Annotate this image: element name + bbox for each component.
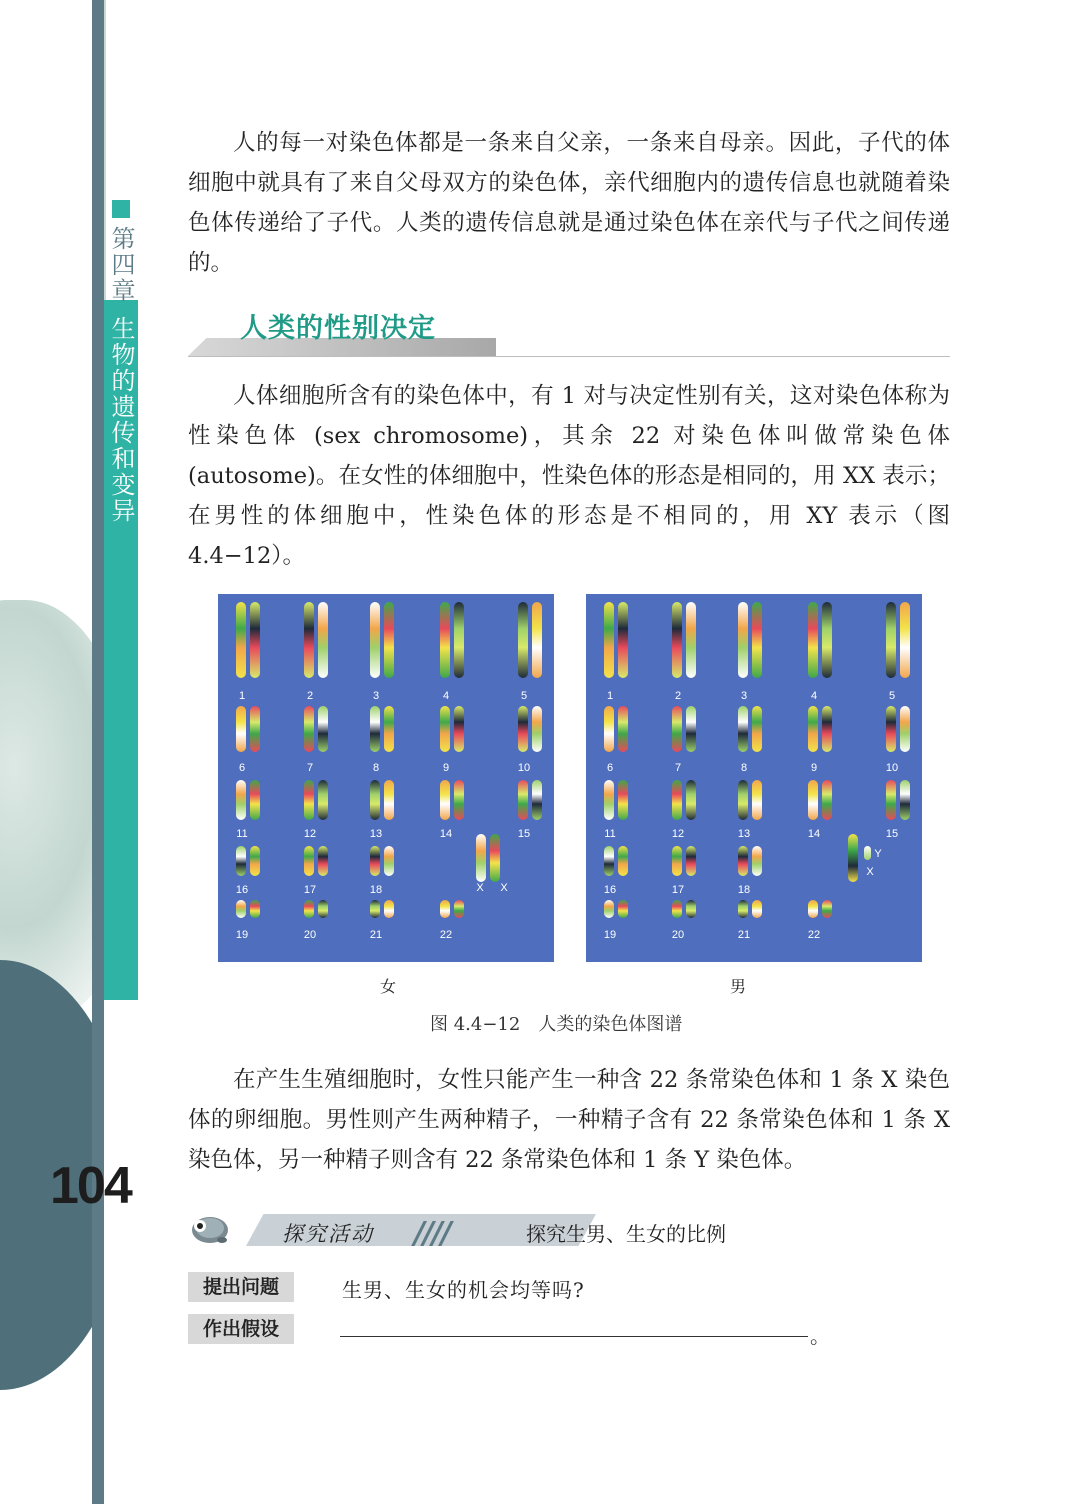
chromosome-number-3: 3	[372, 690, 380, 702]
chromosome-pair-14	[822, 780, 832, 820]
chromosome-number-14: 14	[807, 828, 821, 840]
paragraph-sex-chromosomes: 人体细胞所含有的染色体中，有 1 对与决定性别有关，这对染色体称为性染色体 (sex chromosome)，其余 22 对染色体叫做常染色体 (autosome)。在女性的体细胞中，性染色体的形态是相同的，用 XX 表示；在男性的体细胞中，性染色体的形态是不相同的，用 XY 表示（图 4.4−12）。	[188, 383, 950, 569]
chromosome-pair-13	[752, 780, 762, 820]
chromosome-pair-14	[440, 780, 450, 820]
chromosome-number-9: 9	[442, 762, 450, 774]
chromosome-pair-1	[236, 602, 246, 678]
chromosome-pair-2	[686, 602, 696, 678]
chromosome-pair-20	[672, 900, 682, 918]
chromosome-pair-3	[752, 602, 762, 678]
chromosome-pair-10	[518, 706, 528, 752]
chromosome-number-19: 19	[603, 929, 617, 941]
chromosome-pair-8	[370, 706, 380, 752]
chromosome-pair-21	[738, 900, 748, 918]
chromosome-number-20: 20	[303, 929, 317, 941]
figure-label-male: 男	[730, 977, 747, 996]
chromosome-pair-3	[370, 602, 380, 678]
chromosome-pair-18	[738, 846, 748, 876]
chromosome-number-7: 7	[674, 762, 682, 774]
chromosome-pair-3	[738, 602, 748, 678]
chromosome-number-18: 18	[737, 884, 751, 896]
chromosome-pair-19	[250, 900, 260, 918]
wave-illustration	[0, 600, 100, 1020]
chromosome-pair-22	[454, 900, 464, 918]
chromosome-number-17: 17	[303, 884, 317, 896]
chromosome-pair-15	[518, 780, 528, 820]
chromosome-pair-18	[752, 846, 762, 876]
chapter-number: 第四章	[107, 226, 135, 304]
chromosome-pair-16	[250, 846, 260, 876]
chromosome-pair-12	[686, 780, 696, 820]
chromosome-pair-17	[304, 846, 314, 876]
sex-chromosome-xx	[476, 834, 486, 882]
chromosome-pair-7	[686, 706, 696, 752]
chromosome-pair-19	[604, 900, 614, 918]
chromosome-pair-18	[370, 846, 380, 876]
chromosome-number-16: 16	[603, 884, 617, 896]
chromosome-number-16: 16	[235, 884, 249, 896]
karyotype-female	[218, 594, 554, 962]
chromosome-pair-4	[822, 602, 832, 678]
chromosome-pair-3	[384, 602, 394, 678]
heading-rule	[188, 356, 950, 357]
figure-label-female: 女	[380, 977, 397, 996]
chromosome-number-13: 13	[737, 828, 751, 840]
chromosome-pair-20	[686, 900, 696, 918]
sex-chromosome-label: Y	[874, 848, 882, 860]
chromosome-pair-9	[454, 706, 464, 752]
activity-title: 探究生男、生女的比例	[526, 1222, 726, 1246]
chapter-marker-icon	[112, 200, 130, 218]
chromosome-pair-7	[304, 706, 314, 752]
chromosome-pair-9	[822, 706, 832, 752]
chromosome-number-8: 8	[372, 762, 380, 774]
hypothesis-end: 。	[810, 1324, 830, 1348]
chromosome-pair-22	[822, 900, 832, 918]
chromosome-pair-16	[604, 846, 614, 876]
chromosome-pair-17	[318, 846, 328, 876]
chromosome-number-14: 14	[439, 828, 453, 840]
chromosome-pair-22	[808, 900, 818, 918]
chromosome-pair-7	[318, 706, 328, 752]
chromosome-pair-8	[384, 706, 394, 752]
paragraph-gametes: 在产生生殖细胞时，女性只能产生一种含 22 条常染色体和 1 条 X 染色体的卵细胞。男性则产生两种精子，一种精子含有 22 条常染色体和 1 条 X 染色体，另一种精子则含有 22 条常染色体和 1 条 Y 染色体。	[188, 1067, 950, 1173]
chromosome-pair-11	[618, 780, 628, 820]
paragraph-inheritance: 人的每一对染色体都是一条来自父亲，一条来自母亲。因此，子代的体细胞中就具有了来自父母双方的染色体，亲代细胞内的遗传信息也就随着染色体传递给了子代。人类的遗传信息就是通过染色体在亲代与子代之间传递的。	[188, 130, 950, 276]
chromosome-pair-18	[384, 846, 394, 876]
chromosome-pair-21	[370, 900, 380, 918]
figure-caption: 图 4.4−12 人类的染色体图谱	[430, 1014, 683, 1035]
chromosome-pair-12	[672, 780, 682, 820]
chromosome-pair-8	[738, 706, 748, 752]
chromosome-pair-17	[672, 846, 682, 876]
chromosome-pair-19	[236, 900, 246, 918]
chromosome-pair-11	[604, 780, 614, 820]
chromosome-pair-10	[532, 706, 542, 752]
hypothesis-blank[interactable]	[340, 1336, 808, 1337]
chromosome-pair-12	[318, 780, 328, 820]
chromosome-number-4: 4	[810, 690, 818, 702]
chromosome-number-1: 1	[238, 690, 246, 702]
chromosome-pair-15	[900, 780, 910, 820]
chromosome-pair-1	[604, 602, 614, 678]
sex-chromosome-label: X	[866, 866, 874, 878]
chromosome-pair-12	[304, 780, 314, 820]
chromosome-number-18: 18	[369, 884, 383, 896]
chromosome-number-12: 12	[671, 828, 685, 840]
chromosome-pair-2	[304, 602, 314, 678]
chapter-title: 生物的遗传和变异	[107, 316, 135, 524]
chromosome-number-2: 2	[674, 690, 682, 702]
chromosome-pair-14	[808, 780, 818, 820]
chromosome-pair-17	[686, 846, 696, 876]
chromosome-pair-16	[618, 846, 628, 876]
chromosome-pair-5	[532, 602, 542, 678]
chromosome-number-10: 10	[885, 762, 899, 774]
chromosome-pair-20	[304, 900, 314, 918]
chromosome-number-21: 21	[737, 929, 751, 941]
chromosome-pair-6	[604, 706, 614, 752]
chromosome-pair-4	[808, 602, 818, 678]
chromosome-number-7: 7	[306, 762, 314, 774]
chromosome-number-8: 8	[740, 762, 748, 774]
chromosome-pair-9	[440, 706, 450, 752]
chromosome-pair-1	[618, 602, 628, 678]
chromosome-number-6: 6	[606, 762, 614, 774]
chromosome-pair-22	[440, 900, 450, 918]
spine-bar	[92, 0, 104, 1504]
chromosome-pair-9	[808, 706, 818, 752]
chromosome-number-20: 20	[671, 929, 685, 941]
chromosome-number-15: 15	[517, 828, 531, 840]
section-title: 人类的性别决定	[240, 313, 436, 344]
chromosome-pair-13	[370, 780, 380, 820]
chromosome-pair-5	[518, 602, 528, 678]
chromosome-number-22: 22	[439, 929, 453, 941]
chromosome-number-22: 22	[807, 929, 821, 941]
chromosome-number-5: 5	[888, 690, 896, 702]
chromosome-number-12: 12	[303, 828, 317, 840]
chromosome-number-10: 10	[517, 762, 531, 774]
chromosome-pair-4	[454, 602, 464, 678]
chromosome-number-21: 21	[369, 929, 383, 941]
chromosome-number-17: 17	[671, 884, 685, 896]
chromosome-pair-5	[886, 602, 896, 678]
margin-decoration	[0, 0, 100, 1504]
activity-slashes: ////	[414, 1216, 450, 1251]
chromosome-pair-15	[532, 780, 542, 820]
chromosome-number-11: 11	[236, 828, 248, 840]
chromosome-number-13: 13	[369, 828, 383, 840]
karyotype-male	[586, 594, 922, 962]
chromosome-pair-1	[250, 602, 260, 678]
chromosome-pair-10	[886, 706, 896, 752]
chromosome-pair-4	[440, 602, 450, 678]
chromosome-pair-11	[236, 780, 246, 820]
chromosome-number-19: 19	[235, 929, 249, 941]
chromosome-pair-10	[900, 706, 910, 752]
chromosome-number-4: 4	[442, 690, 450, 702]
chromosome-number-6: 6	[238, 762, 246, 774]
chromosome-pair-6	[618, 706, 628, 752]
section-heading	[188, 300, 950, 360]
chromosome-number-9: 9	[810, 762, 818, 774]
chromosome-pair-16	[236, 846, 246, 876]
chromosome-pair-2	[318, 602, 328, 678]
sex-chromosome-label: X	[476, 882, 484, 894]
chromosome-pair-6	[236, 706, 246, 752]
chromosome-number-1: 1	[606, 690, 614, 702]
sex-chromosome-label: X	[500, 882, 508, 894]
hypothesis-label: 作出假设	[188, 1314, 294, 1344]
turtle-icon	[188, 1206, 232, 1250]
chromosome-pair-21	[384, 900, 394, 918]
chromosome-pair-5	[900, 602, 910, 678]
chromosome-pair-11	[250, 780, 260, 820]
chromosome-pair-15	[886, 780, 896, 820]
chromosome-pair-6	[250, 706, 260, 752]
chromosome-pair-7	[672, 706, 682, 752]
activity-label: 探究活动	[282, 1222, 374, 1246]
chromosome-number-15: 15	[885, 828, 899, 840]
question-label: 提出问题	[188, 1272, 294, 1302]
chromosome-number-3: 3	[740, 690, 748, 702]
chromosome-pair-20	[318, 900, 328, 918]
question-text: 生男、生女的机会均等吗?	[342, 1278, 585, 1302]
sex-chromosome-x	[848, 834, 858, 882]
page-number: 104	[50, 1157, 131, 1215]
chromosome-number-2: 2	[306, 690, 314, 702]
chromosome-pair-2	[672, 602, 682, 678]
chromosome-pair-19	[618, 900, 628, 918]
chromosome-pair-13	[384, 780, 394, 820]
chromosome-number-5: 5	[520, 690, 528, 702]
chromosome-number-11: 11	[604, 828, 616, 840]
chromosome-pair-13	[738, 780, 748, 820]
sex-chromosome-xx	[490, 834, 500, 882]
chromosome-pair-14	[454, 780, 464, 820]
chromosome-pair-21	[752, 900, 762, 918]
chromosome-pair-8	[752, 706, 762, 752]
